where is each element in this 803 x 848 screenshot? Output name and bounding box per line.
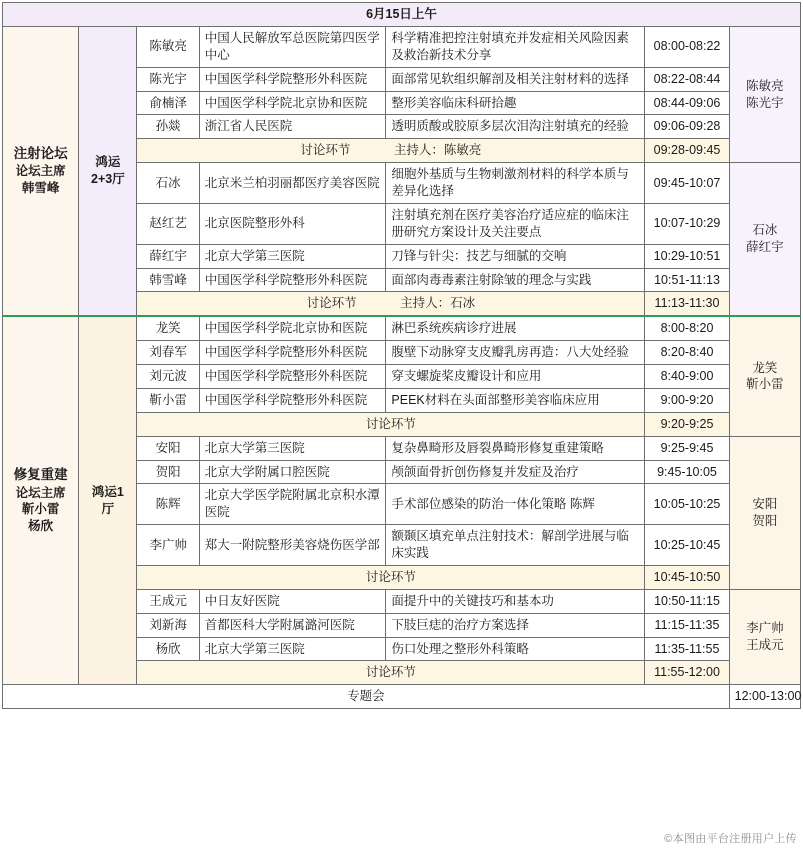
speaker-name: 杨欣	[137, 637, 199, 661]
session-topic: 额颞区填充单点注射技术：解剖学进展与临床实践	[386, 525, 645, 566]
speaker-unit: 中国医学科学院整形外科医院	[199, 67, 386, 91]
discussion-1-host: 主持人：陈敏亮	[393, 143, 482, 158]
session-topic: 腹壁下动脉穿支皮瓣乳房再造：八大处经验	[386, 341, 645, 365]
speaker-unit: 北京大学第三医院	[199, 244, 386, 268]
session-topic: 手术部位感染的防治一体化策略 陈辉	[386, 484, 645, 525]
watermark-text: ©本图由平台注册用户上传	[664, 833, 797, 845]
speaker-name: 陈敏亮	[137, 26, 199, 67]
forum-injection-name: 注射论坛	[13, 146, 68, 162]
forum-repair-cell	[3, 316, 79, 685]
special-session-time: 12:00-13:00	[729, 685, 800, 709]
hall-repair	[79, 316, 137, 685]
session-time: 10:29-10:51	[645, 244, 729, 268]
speaker-name: 刘新海	[137, 613, 199, 637]
session-topic: 颅颌面骨折创伤修复并发症及治疗	[386, 460, 645, 484]
forum-repair-chair2: 杨欣	[28, 519, 54, 534]
chair-g2-line1: 石冰	[752, 223, 778, 238]
session-time: 11:15-11:35	[645, 613, 729, 637]
speaker-name: 韩雪峰	[137, 268, 199, 292]
session-time: 9:25-9:45	[645, 436, 729, 460]
speaker-unit: 中国医学科学院北京协和医院	[199, 316, 386, 340]
hall-repair-line1: 鸿运1	[91, 484, 124, 499]
session-topic: 刀锋与针尖：技艺与细腻的交响	[386, 244, 645, 268]
session-time: 10:07-10:29	[645, 203, 729, 244]
speaker-name: 安阳	[137, 436, 199, 460]
speaker-name: 俞楠泽	[137, 91, 199, 115]
speaker-name: 陈辉	[137, 484, 199, 525]
special-session-row	[3, 685, 801, 709]
discussion-3-time: 9:20-9:25	[645, 412, 729, 436]
forum-repair-chair1: 靳小雷	[21, 502, 60, 517]
table-header-row	[3, 3, 801, 27]
session-topic: 淋巴系统疾病诊疗进展	[386, 316, 645, 340]
session-time: 11:35-11:55	[645, 637, 729, 661]
speaker-unit: 中国医学科学院北京协和医院	[199, 91, 386, 115]
hall-injection-line1: 鸿运	[95, 155, 121, 170]
session-time: 8:20-8:40	[645, 341, 729, 365]
session-topic: 科学精准把控注射填充并发症相关风险因素及救治新技术分享	[386, 26, 645, 67]
session-time: 08:22-08:44	[645, 67, 729, 91]
speaker-unit: 北京大学第三医院	[199, 637, 386, 661]
table-row	[3, 26, 801, 67]
chair-g1-line1: 陈敏亮	[746, 78, 784, 93]
forum-repair-role: 论坛主席	[15, 485, 66, 500]
session-time: 10:50-11:15	[645, 589, 729, 613]
session-time: 08:00-08:22	[645, 26, 729, 67]
discussion-2	[137, 292, 645, 316]
session-topic: 面部常见软组织解剖及相关注射材料的选择	[386, 67, 645, 91]
speaker-name: 刘元波	[137, 365, 199, 389]
speaker-name: 王成元	[137, 589, 199, 613]
hall-injection	[79, 26, 137, 316]
session-topic: 穿支螺旋桨皮瓣设计和应用	[386, 365, 645, 389]
chair-g5-line2: 王成元	[746, 638, 784, 652]
speaker-unit: 中国医学科学院整形外科医院	[199, 388, 386, 412]
chair-g1-line2: 陈光宇	[746, 95, 784, 110]
speaker-unit: 中国医学科学院整形外科医院	[199, 365, 386, 389]
speaker-name: 孙燚	[137, 115, 199, 139]
session-time: 10:25-10:45	[645, 525, 729, 566]
chair-g5-line1: 李广帅	[746, 621, 784, 636]
speaker-name: 李广帅	[137, 525, 199, 566]
chair-g4-line2: 贺阳	[752, 513, 778, 528]
forum-injection-role: 论坛主席	[15, 164, 66, 179]
chair-g4-line1: 安阳	[752, 496, 778, 511]
speaker-unit: 郑大一附院整形美容烧伤医学部	[199, 525, 386, 566]
schedule-page	[0, 2, 803, 848]
session-topic: 伤口处理之整形外科策略	[386, 637, 645, 661]
chair-group-5	[729, 589, 800, 685]
speaker-unit: 北京医院整形外科	[199, 203, 386, 244]
discussion-2-host: 主持人：石冰	[400, 296, 476, 311]
session-time: 10:51-11:13	[645, 268, 729, 292]
speaker-unit: 中国医学科学院整形外科医院	[199, 268, 386, 292]
session-time: 8:00-8:20	[645, 316, 729, 340]
discussion-2-time: 11:13-11:30	[645, 292, 729, 316]
session-time: 09:45-10:07	[645, 163, 729, 204]
page-title: 6月15日上午	[3, 3, 801, 27]
speaker-unit: 中日友好医院	[199, 589, 386, 613]
speaker-name: 靳小雷	[137, 388, 199, 412]
chair-g3-line1: 龙笑	[752, 360, 778, 375]
speaker-name: 陈光宇	[137, 67, 199, 91]
discussion-2-label: 讨论环节	[306, 296, 357, 311]
special-session-label: 专题会	[3, 685, 730, 709]
schedule-table	[2, 2, 801, 709]
session-topic: 面提升中的关键技巧和基本功	[386, 589, 645, 613]
chair-g2-line2: 薛红宇	[746, 240, 784, 255]
session-time: 08:44-09:06	[645, 91, 729, 115]
speaker-name: 石冰	[137, 163, 199, 204]
speaker-unit: 北京米兰柏羽丽都医疗美容医院	[199, 163, 386, 204]
session-topic: 复杂鼻畸形及唇裂鼻畸形修复重建策略	[386, 436, 645, 460]
session-time: 9:00-9:20	[645, 388, 729, 412]
session-topic: 细胞外基质与生物刺激剂材料的科学本质与差异化选择	[386, 163, 645, 204]
chair-group-3	[729, 316, 800, 436]
session-topic: 注射填充剂在医疗美容治疗适应症的临床注册研究方案设计及关注要点	[386, 203, 645, 244]
discussion-3-label: 讨论环节	[137, 412, 645, 436]
forum-injection-chair: 韩雪峰	[21, 181, 60, 196]
discussion-1-label: 讨论环节	[300, 143, 351, 158]
speaker-unit: 北京大学医学院附属北京积水潭医院	[199, 484, 386, 525]
speaker-unit: 浙江省人民医院	[199, 115, 386, 139]
discussion-5-time: 11:55-12:00	[645, 661, 729, 685]
speaker-name: 龙笑	[137, 316, 199, 340]
hall-injection-line2: 2+3厅	[91, 172, 125, 187]
discussion-4-time: 10:45-10:50	[645, 565, 729, 589]
speaker-unit: 北京大学第三医院	[199, 436, 386, 460]
forum-injection-cell	[3, 26, 79, 316]
speaker-unit: 北京大学附属口腔医院	[199, 460, 386, 484]
speaker-name: 薛红宇	[137, 244, 199, 268]
discussion-5-label: 讨论环节	[137, 661, 645, 685]
chair-group-1	[729, 26, 800, 162]
chair-group-4	[729, 436, 800, 589]
session-topic: 透明质酸或胶原多层次泪沟注射填充的经验	[386, 115, 645, 139]
hall-repair-line2: 厅	[101, 501, 115, 516]
speaker-name: 刘春军	[137, 341, 199, 365]
session-time: 10:05-10:25	[645, 484, 729, 525]
speaker-unit: 首都医科大学附属潞河医院	[199, 613, 386, 637]
chair-g3-line2: 靳小雷	[746, 377, 784, 392]
speaker-name: 贺阳	[137, 460, 199, 484]
discussion-4-label: 讨论环节	[137, 565, 645, 589]
session-topic: PEEK材料在头面部整形美容临床应用	[386, 388, 645, 412]
discussion-1	[137, 139, 645, 163]
chair-group-2	[729, 163, 800, 317]
discussion-1-time: 09:28-09:45	[645, 139, 729, 163]
session-topic: 整形美容临床科研拾趣	[386, 91, 645, 115]
session-time: 9:45-10:05	[645, 460, 729, 484]
session-topic: 面部肉毒毒素注射除皱的理念与实践	[386, 268, 645, 292]
session-time: 09:06-09:28	[645, 115, 729, 139]
speaker-unit: 中国人民解放军总医院第四医学中心	[199, 26, 386, 67]
session-topic: 下肢巨痣的治疗方案选择	[386, 613, 645, 637]
table-row	[3, 316, 801, 340]
session-time: 8:40-9:00	[645, 365, 729, 389]
speaker-unit: 中国医学科学院整形外科医院	[199, 341, 386, 365]
forum-repair-name: 修复重建	[13, 467, 68, 483]
speaker-name: 赵红艺	[137, 203, 199, 244]
